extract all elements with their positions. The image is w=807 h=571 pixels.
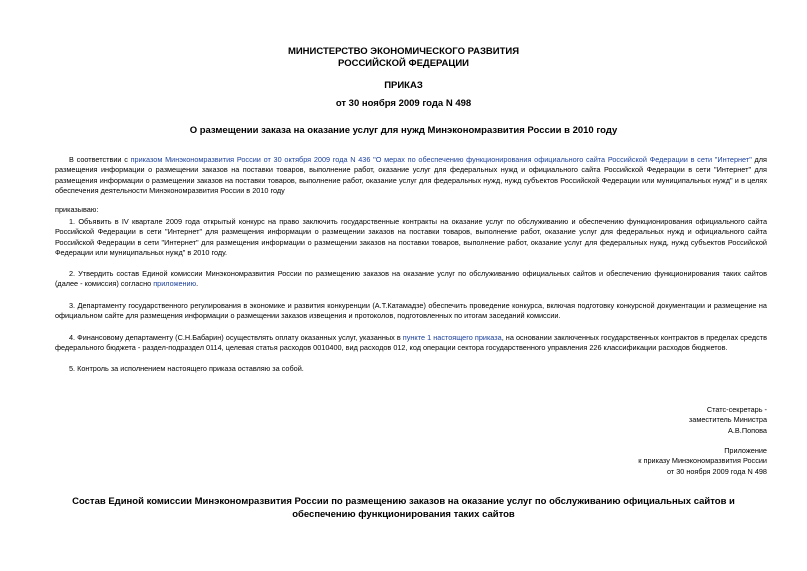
appendix-link[interactable]: приложению: [153, 279, 197, 289]
order-436-link[interactable]: приказом Минэкономразвития России от 30 октября 2009 года N 436 "О мерах по обеспечению функционирования официального сайта Российской Федерации в сети "Интернет": [130, 155, 752, 164]
item-5: 5. Контроль за исполнением настоящего приказа оставляю за собой.: [69, 364, 304, 373]
item-4-text: 4. Финансовому департаменту (С.Н.Бабарин) осуществлять оплату оказанных услуг, указанных в: [69, 333, 403, 342]
ministry-name: [0, 46, 807, 70]
appendix-line-3: от 30 ноября 2009 года N 498: [666, 466, 767, 476]
doc-type: ПРИКАЗ: [384, 80, 423, 91]
appendix-line-2: к приказу Минэкономразвития России: [638, 456, 767, 466]
item-2-end: .: [196, 279, 199, 289]
intro-prefix: В соответствии с: [69, 155, 131, 164]
signature-line-1: Статс-секретарь -: [706, 405, 767, 414]
item-4-end: , на основании заключенных государственных контрактов в пределах средств федерального бюджета - раздел-подраздел 0114, целевая статья расходов 0010400, вид расходов 012, код операции сектора государственного управления 226 классификации расходов бюджетов.: [55, 333, 767, 353]
item-2: [55, 269, 767, 290]
signature-line-3: А.В.Попова: [728, 425, 767, 435]
item-1: 1. Объявить в IV квартале 2009 года открытый конкурс на право заключить государственные контракты на оказание услуг по обслуживанию и обеспечению функционирования официального сайта Российской Федерации в сети "Интернет" для размещения информации о размещении заказов на поставки товаров, выполнение работ, оказание услуг для федеральных нужд и официального сайта Российской Федерации в сети "Интернет" для размещения информации о размещении заказов на поставки товаров, выполнение работ, оказание услуг для федеральных нужд, нужд субъектов Российской Федерации или муниципальных нужд" в 2010 году.: [55, 217, 767, 258]
doc-date: от 30 ноября 2009 года N 498: [335, 98, 472, 109]
doc-title: О размещении заказа на оказание услуг для нужд Минэкономразвития России в 2010 году: [189, 125, 618, 136]
intro-paragraph: [55, 155, 767, 197]
point-1-link[interactable]: пункте 1 настоящего приказа: [402, 333, 502, 342]
item-3: 3. Департаменту государственного регулирования в экономике и развития конкуренции (А.Т.Катамадзе) обеспечить проведение конкурса, включая подготовку конкурсной документации и размещение на официальном сайте для размещения информации о размещении заказов извещения и протоколов, подготовленных по итогам заседаний комиссии.: [55, 301, 767, 321]
appendix-block: [467, 446, 767, 477]
signature-line-2: заместитель Министра: [688, 415, 767, 425]
item-4: [55, 333, 767, 354]
ministry-line-1: МИНИСТЕРСТВО ЭКОНОМИЧЕСКОГО РАЗВИТИЯ: [287, 46, 520, 57]
item-2-text: 2. Утвердить состав Единой комиссии Минэкономразвития России по размещению заказов на оказание услуг по обслуживанию официальных сайтов и обеспечению функционирования таких сайтов (далее - комиссия) согласно: [55, 269, 767, 289]
appendix-line-1: Приложение: [724, 446, 767, 455]
intro-suffix: для размещения информации о размещении заказов на поставки товаров, выполнение работ, оказание услуг для федеральных нужд и официального сайта Российской Федерации в сети "Интернет" для размещения информации о размещении заказов на поставки товаров, выполнение работ, оказание услуг для федеральных нужд, нужд субъектов Российской Федерации или муниципальных нужд" и в целях обеспечения деятельности Минэкономразвития России в 2010 году: [55, 155, 767, 196]
ministry-line-2: РОССИЙСКОЙ ФЕДЕРАЦИИ: [337, 58, 469, 69]
signature-block: [467, 405, 767, 436]
appendix-title: Состав Единой комиссии Минэкономразвития России по размещению заказов на оказание услуг по обслуживанию официальных сайтов и обеспечению функционирования таких сайтов: [72, 496, 735, 520]
order-word: приказываю:: [55, 205, 99, 214]
